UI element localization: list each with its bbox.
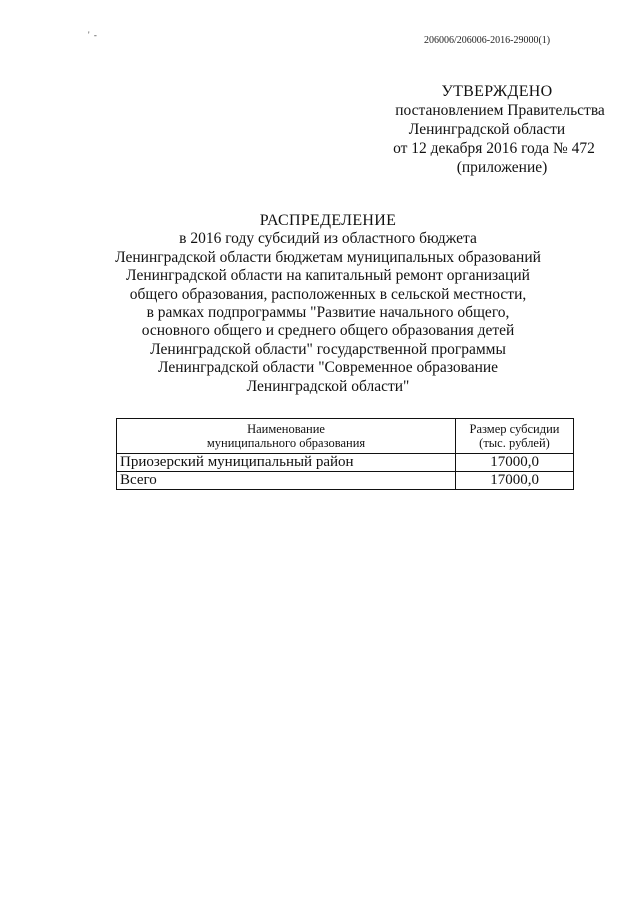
approval-line: от 12 декабря 2016 года № 472 (393, 140, 595, 157)
heading-line: в рамках подпрограммы "Развитие начального общего, (146, 304, 510, 322)
heading-title: РАСПРЕДЕЛЕНИЕ (259, 212, 397, 229)
heading-line: в 2016 году субсидий из областного бюджета (179, 230, 477, 248)
corner-marks: ' - (88, 30, 98, 40)
column-header-amount: Размер субсидии (тыс. рублей) (456, 419, 574, 454)
document-heading (60, 212, 596, 396)
total-amount-cell: 17000,0 (456, 472, 574, 490)
heading-line: Ленинградской области" государственной программы (150, 340, 506, 358)
approval-block (372, 82, 622, 177)
heading-line: Ленинградской области бюджетам муниципальных образований (115, 248, 541, 266)
table-row (117, 454, 574, 472)
table-row-total (117, 472, 574, 490)
heading-line: Ленинградской области "Современное образование (157, 359, 499, 377)
heading-line: Ленинградской области на капитальный ремонт организаций (126, 267, 530, 285)
amount-cell: 17000,0 (456, 454, 574, 472)
heading-line: общего образования, расположенных в сельской местности, (129, 285, 527, 303)
municipality-cell: Приозерский муниципальный район (117, 454, 456, 472)
approval-line: Ленинградской области (408, 121, 566, 138)
heading-line: основного общего и среднего общего образования детей (141, 322, 515, 340)
table-header-row (117, 419, 574, 454)
column-header-municipality: Наименование муниципального образования (117, 419, 456, 454)
subsidy-table (116, 418, 574, 490)
total-label-cell: Всего (117, 472, 456, 490)
approval-title: УТВЕРЖДЕНО (441, 83, 553, 100)
approval-line: (приложение) (456, 159, 548, 176)
heading-line: Ленинградской области" (246, 377, 410, 395)
document-id: 206006/206006-2016-29000(1) (424, 35, 551, 46)
approval-line: постановлением Правительства (395, 102, 605, 119)
